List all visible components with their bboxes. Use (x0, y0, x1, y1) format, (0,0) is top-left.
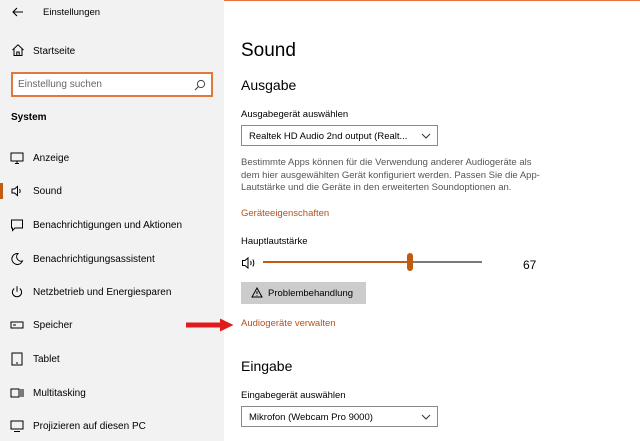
sidebar-item-projecting[interactable] (0, 413, 224, 439)
output-device-label: Ausgabegerät auswählen (241, 109, 349, 120)
section-label: System (11, 112, 47, 123)
moon-icon (10, 252, 24, 266)
search-box[interactable] (11, 72, 213, 97)
sidebar-item-focus-assist[interactable] (0, 246, 224, 272)
sidebar-item-power[interactable] (0, 279, 224, 305)
volume-slider[interactable] (263, 261, 482, 263)
sidebar-item-tablet[interactable] (0, 346, 224, 372)
sidebar-item-multitasking[interactable] (0, 380, 224, 406)
annotation-arrow-icon (186, 318, 234, 332)
sidebar-item-label: Projizieren auf diesen PC (33, 421, 146, 432)
chevron-down-icon (421, 131, 431, 141)
main-panel (224, 0, 640, 441)
sidebar-item-label: Benachrichtigungen und Aktionen (33, 220, 183, 231)
warning-icon (251, 287, 263, 298)
search-icon[interactable] (194, 79, 206, 91)
title-bar (0, 1, 224, 25)
manage-audio-devices-link[interactable]: Audiogeräte verwalten (241, 318, 336, 329)
notification-icon (10, 218, 24, 232)
sidebar-item-label: Tablet (33, 354, 60, 365)
troubleshoot-label: Problembehandlung (268, 288, 354, 299)
output-device-dropdown[interactable] (241, 125, 438, 146)
input-device-value: Mikrofon (Webcam Pro 9000) (249, 412, 373, 423)
volume-slider-fill (263, 261, 410, 263)
sidebar-item-label: Sound (33, 186, 62, 197)
monitor-icon (10, 151, 24, 165)
input-device-label: Eingabegerät auswählen (241, 390, 346, 401)
device-properties-link[interactable]: Geräteeigenschaften (241, 208, 330, 219)
sidebar-item-display[interactable] (0, 145, 224, 171)
home-label: Startseite (33, 46, 76, 57)
back-arrow-icon[interactable] (10, 4, 26, 20)
page-title: Sound (241, 40, 296, 61)
sidebar-item-notifications[interactable] (0, 212, 224, 238)
chevron-down-icon (421, 412, 431, 422)
input-device-dropdown[interactable] (241, 406, 438, 427)
power-icon (10, 285, 24, 299)
volume-slider-thumb[interactable] (407, 253, 413, 271)
sidebar-item-sound[interactable] (0, 178, 224, 204)
sidebar-item-home[interactable] (0, 38, 224, 64)
sidebar-item-label: Netzbetrieb und Energiesparen (33, 287, 172, 298)
multitasking-icon (10, 386, 24, 400)
sidebar-item-label: Benachrichtigungsassistent (33, 254, 155, 265)
speaker-icon (10, 184, 24, 198)
master-volume-label: Hauptlautstärke (241, 236, 308, 247)
search-input[interactable] (18, 77, 188, 92)
troubleshoot-button[interactable] (241, 282, 366, 304)
volume-value: 67 (523, 258, 537, 272)
tablet-icon (10, 352, 24, 366)
sidebar-item-label: Speicher (33, 320, 73, 331)
projector-icon (10, 419, 24, 433)
storage-icon (10, 318, 24, 332)
output-device-value: Realtek HD Audio 2nd output (Realt... (249, 131, 408, 142)
input-heading: Eingabe (241, 358, 293, 374)
output-heading: Ausgabe (241, 77, 297, 93)
window-title: Einstellungen (43, 7, 101, 18)
volume-icon[interactable] (241, 256, 257, 270)
sidebar-item-label: Multitasking (33, 388, 86, 399)
sidebar (0, 0, 224, 441)
home-icon (11, 43, 25, 57)
sidebar-item-label: Anzeige (33, 153, 70, 164)
output-description: Bestimmte Apps können für die Verwendung anderer Audiogeräte als dem hier ausgewählten Gerät konfiguriert werden. Passen Sie die App-Lautstärke und die Geräte in den erweiterten Soundoptionen an. (241, 157, 540, 193)
